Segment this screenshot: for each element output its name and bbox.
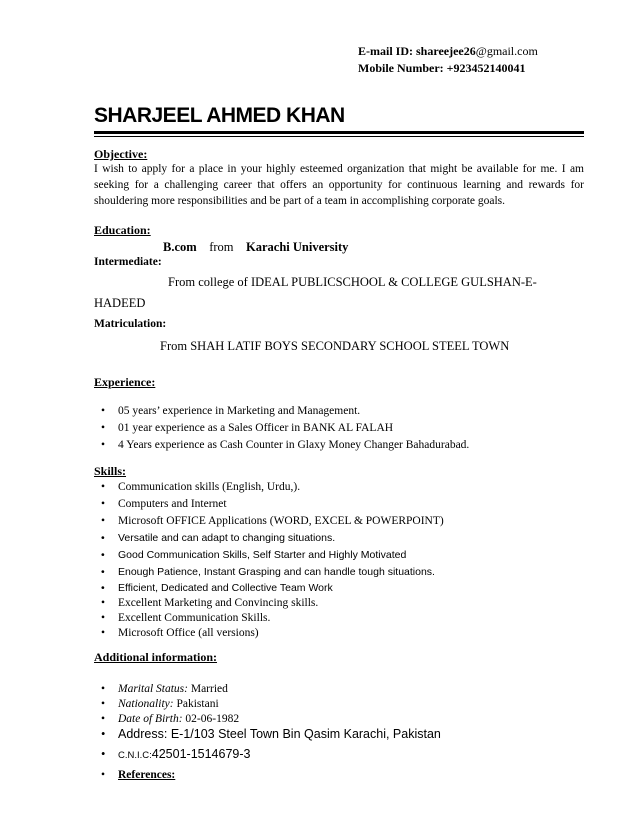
list-item: • Nationality: Pakistani [101, 698, 219, 710]
dob-label: Date of Birth: [118, 713, 183, 725]
list-item: • Versatile and can adapt to changing situations. [101, 532, 336, 544]
address-list [94, 724, 441, 766]
nationality-label: Nationality: [118, 698, 174, 710]
resume-name: SHARJEEL AHMED KHAN [94, 104, 345, 127]
name-divider-thin [94, 136, 584, 137]
degree-from: from [209, 240, 234, 254]
list-item: • Marital Status: Married [101, 683, 228, 695]
list-item: • Excellent Communication Skills. [101, 612, 271, 624]
references-label: References: [118, 769, 176, 781]
list-item: • Efficient, Dedicated and Collective Team Work [101, 582, 333, 594]
list-item: • Computers and Internet [101, 498, 227, 510]
additional-list [94, 682, 239, 727]
list-item: • References: [101, 769, 176, 781]
university: Karachi University [246, 240, 349, 254]
intermediate-label: Intermediate: [94, 256, 162, 268]
list-item: • Good Communication Skills, Self Starter and Highly Motivated [101, 549, 407, 561]
mobile-label: Mobile Number: [358, 61, 444, 75]
skills-heading: Skills: [94, 464, 127, 478]
education-degree-line [163, 240, 348, 255]
cnic-value: 42501-1514679-3 [151, 747, 251, 761]
matriculation-value: From SHAH LATIF BOYS SECONDARY SCHOOL STEEL TOWN [160, 339, 510, 353]
marital-value: Married [190, 683, 228, 695]
address-label: Address: [118, 727, 168, 741]
additional-heading: Additional information: [94, 650, 218, 664]
experience-heading: Experience: [94, 375, 156, 389]
mobile-value: +923452140041 [446, 61, 526, 75]
address-value: E-1/103 Steel Town Bin Qasim Karachi, Pakistan [170, 727, 441, 741]
references-list [94, 767, 175, 783]
intermediate-line1: From college of IDEAL PUBLICSCHOOL & COLLEGE GULSHAN-E- [168, 275, 537, 289]
intermediate-line2: HADEED [94, 296, 146, 310]
list-item: • Microsoft Office (all versions) [101, 627, 259, 639]
list-item: • 01 year experience as a Sales Officer in BANK AL FALAH [101, 422, 394, 434]
email-label: E-mail ID: [358, 44, 416, 58]
list-item: • Communication skills (English, Urdu,). [101, 481, 301, 493]
cnic-label: C.N.I.C: [118, 750, 152, 761]
list-item: • Excellent Marketing and Convincing skills. [101, 597, 319, 609]
skills-list [94, 479, 444, 641]
experience-list [94, 403, 469, 454]
degree: B.com [163, 240, 197, 254]
objective-text: I wish to apply for a place in your highly esteemed organization that might be available for me. I am seeking for a challenging career that offers an opportunity for continuous learning and rewards for shouldering more responsibilities and be part of a team in accomplishing corporate goals. [94, 163, 584, 207]
marital-label: Marital Status: [118, 683, 188, 695]
name-divider-thick [94, 131, 584, 134]
email-line [358, 44, 538, 59]
list-item: • C.N.I.C:42501-1514679-3 [101, 747, 251, 761]
list-item: • 05 years’ experience in Marketing and Management. [101, 405, 361, 417]
list-item: • 4 Years experience as Cash Counter in Glaxy Money Changer Bahadurabad. [101, 439, 470, 451]
nationality-value: Pakistani [176, 698, 219, 710]
list-item: • Date of Birth: 02-06-1982 [101, 713, 240, 725]
email-user[interactable]: shareejee26 [416, 44, 476, 58]
list-item: • Microsoft OFFICE Applications (WORD, EXCEL & POWERPOINT) [101, 515, 444, 527]
education-heading: Education: [94, 223, 151, 237]
matriculation-label: Matriculation: [94, 318, 167, 330]
mobile-line [358, 61, 526, 76]
list-item: • Address: E-1/103 Steel Town Bin Qasim Karachi, Pakistan [101, 727, 441, 741]
objective-heading: Objective: [94, 147, 148, 161]
list-item: • Enough Patience, Instant Grasping and can handle tough situations. [101, 566, 435, 578]
dob-value: 02-06-1982 [185, 713, 240, 725]
email-domain[interactable]: @gmail.com [475, 44, 538, 58]
